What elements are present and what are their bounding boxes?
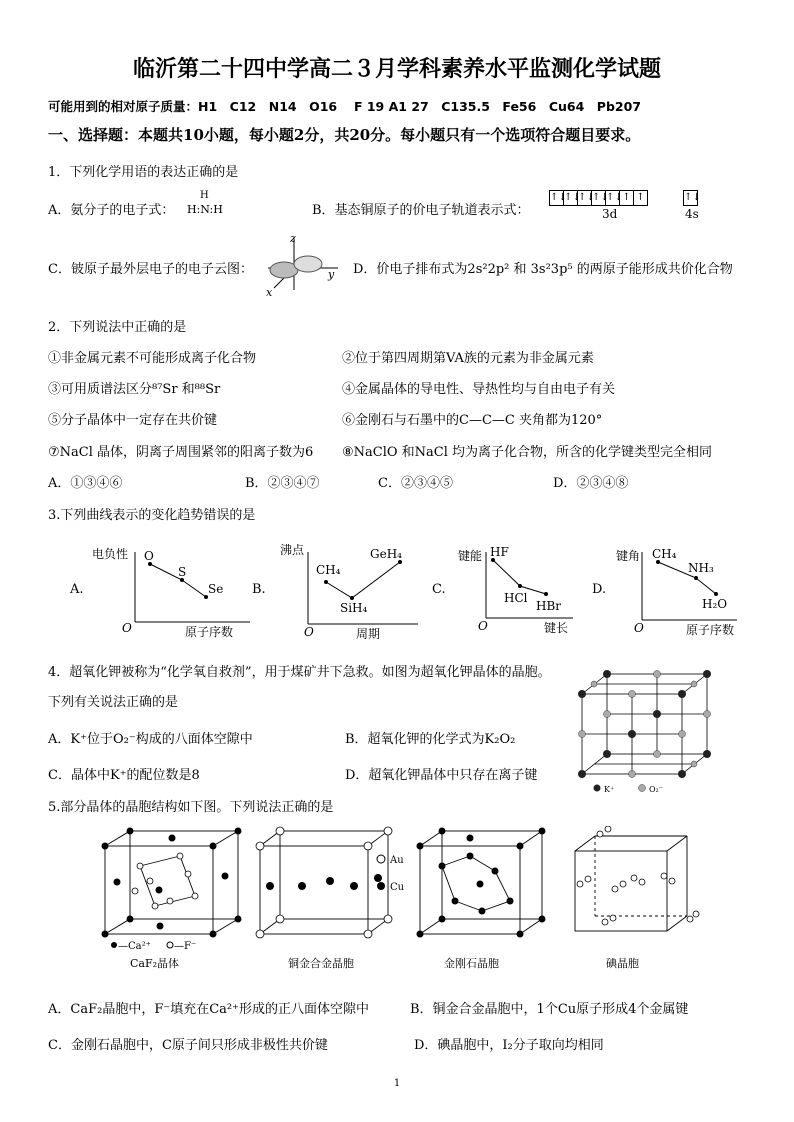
- q4-option-a: A．K⁺位于O₂⁻构成的八面体空隙中: [48, 732, 253, 747]
- q1-option-b: B．基态铜原子的价电子轨道表示式：: [312, 203, 530, 218]
- q1-option-a: A．氨分子的电子式：: [48, 203, 175, 218]
- graph-d-point-2: H₂O: [702, 597, 728, 611]
- q2-stem: 2．下列说法中正确的是: [48, 320, 187, 335]
- electron-cloud-diagram: [258, 230, 348, 300]
- axis-y-label: y: [328, 268, 335, 281]
- q2-option-d: D．②③④⑧: [553, 476, 629, 491]
- legend-o-label: O₂⁻: [649, 785, 663, 794]
- graph-d-xlabel: 原子序数: [686, 623, 735, 637]
- q1-ammonia-top-h: H: [200, 190, 209, 201]
- legend-cu-label: Cu: [390, 882, 405, 893]
- section-heading: 一、选择题：本题共10小题，每小题2分，共20分。每小题只有一个选项符合题目要求。: [48, 126, 641, 144]
- graph-c-ylabel: 键能: [458, 549, 483, 563]
- axis-z-label: z: [290, 232, 296, 245]
- q2-option-c: C．②③④⑤: [378, 476, 453, 491]
- legend-ca-label: —Ca²⁺: [118, 941, 151, 952]
- q2-statement-8: ⑧NaClO 和NaCl 均为离子化合物，所含的化学键类型完全相同: [342, 445, 713, 460]
- atomic-masses-line: 可能用到的相对原子质量：H1 C12 N14 O16 F 19 A1 27 C135.5 Fe56 Cu64 Pb207: [48, 99, 642, 114]
- iodine-caption: 碘晶胞: [606, 957, 639, 970]
- graph-b-xlabel: 周期: [356, 627, 381, 641]
- graph-b-origin: O: [304, 625, 314, 639]
- q3-graph-d: [612, 540, 752, 638]
- graph-c-point-2: HBr: [536, 599, 562, 613]
- graph-b-point-1: SiH₄: [340, 601, 368, 615]
- legend-f-label: —F⁻: [174, 941, 197, 952]
- q1-ammonia-formula: H:N:H: [187, 203, 223, 216]
- q5-crystal-cells: [90, 826, 750, 976]
- graph-b-point-0: CH₄: [316, 563, 341, 577]
- q4-stem-line1: 4．超氧化钾被称为“化学氧自救剂”，用于煤矿井下急救。如图为超氧化钾晶体的晶胞。: [48, 665, 551, 680]
- q2-statement-2: ②位于第四周期第VA族的元素为非金属元素: [342, 351, 594, 366]
- q4-option-b: B．超氧化钾的化学式为K₂O₂: [345, 732, 516, 747]
- graph-d-point-0: CH₄: [652, 547, 677, 561]
- legend-au-label: Au: [390, 855, 404, 866]
- q2-statement-6: ⑥金刚石与石墨中的C—C—C 夹角都为120°: [342, 413, 603, 428]
- graph-a-point-1: S: [178, 565, 187, 579]
- q4-option-c: C．晶体中K⁺的配位数是8: [48, 768, 200, 783]
- graph-c-origin: O: [478, 619, 488, 633]
- q3-graph-a: [90, 540, 260, 640]
- graph-c-point-1: HCl: [504, 591, 528, 605]
- caf2-cell: [105, 831, 238, 934]
- q1-stem: 1．下列化学用语的表达正确的是: [48, 165, 239, 180]
- q3-graph-b: [268, 540, 438, 642]
- orbital-4s-label: 4s: [685, 207, 699, 221]
- axis-x-label: x: [266, 286, 273, 299]
- legend-k-label: K⁺: [604, 785, 615, 794]
- q4-option-d: D．超氧化钾晶体中只存在离子键: [345, 768, 538, 783]
- q2-statement-1: ①非金属元素不可能形成离子化合物: [48, 351, 257, 366]
- q5-option-a: A．CaF₂晶胞中，F⁻填充在Ca²⁺形成的正八面体空隙中: [48, 1002, 369, 1017]
- graph-a-point-0: O: [144, 549, 154, 563]
- graph-d-point-1: NH₃: [688, 561, 714, 575]
- graph-b-ylabel: 沸点: [280, 543, 305, 557]
- cuau-caption: 铜金合金晶胞: [288, 957, 354, 970]
- q5-stem: 5.部分晶体的晶胞结构如下图。下列说法正确的是: [48, 800, 334, 815]
- q1-option-d: D．价电子排布式为2s²2p² 和 3s²3p⁵ 的两原子能形成共价化合物: [353, 262, 733, 277]
- graph-c-point-0: HF: [490, 545, 509, 559]
- orbital-diagram: ↑↓ ↑↓ ↑↓ ↑↓ ↑↓ ↑ ↑ ↑↓: [549, 190, 711, 210]
- q2-statement-5: ⑤分子晶体中一定存在共价键: [48, 413, 218, 428]
- q2-statement-4: ④金属晶体的导电性、导热性均与自由电子有关: [342, 382, 616, 397]
- q1-option-c: C．铍原子最外层电子的电子云图：: [48, 262, 253, 277]
- graph-d-origin: O: [634, 621, 644, 635]
- graph-a-ylabel: 电负性: [92, 547, 129, 561]
- diamond-caption: 金刚石晶胞: [444, 957, 499, 970]
- graph-a-origin: O: [122, 621, 132, 635]
- q3-graph-c: [448, 540, 588, 638]
- q5-option-d: D．碘晶胞中，I₂分子取向均相同: [414, 1038, 604, 1053]
- graph-b-point-2: GeH₄: [370, 547, 402, 561]
- orbital-3d-label: 3d: [602, 207, 618, 221]
- graph-a-point-2: Se: [208, 582, 224, 596]
- q3-stem: 3.下列曲线表示的变化趋势错误的是: [48, 508, 256, 523]
- q2-statement-3: ③可用质谱法区分⁸⁷Sr 和⁸⁸Sr: [48, 382, 221, 397]
- potassium-superoxide-cell: [572, 664, 722, 800]
- q3-graph-a-label: A.: [70, 582, 84, 597]
- q3-graph-d-label: D.: [592, 582, 607, 597]
- q4-stem-line2: 下列有关说法正确的是: [48, 695, 179, 710]
- caf2-caption: CaF₂晶体: [130, 957, 180, 970]
- q5-option-b: B．铜金合金晶胞中，1个Cu原子形成4个金属键: [410, 1002, 689, 1017]
- page-title: 临沂第二十四中学高二３月学科素养水平监测化学试题: [132, 56, 661, 82]
- q2-option-b: B．②③④⑦: [245, 476, 320, 491]
- q2-option-a: A．①③④⑥: [48, 476, 123, 491]
- q5-option-c: C．金刚石晶胞中，C原子间只形成非极性共价键: [48, 1038, 328, 1053]
- graph-d-ylabel: 键角: [616, 549, 641, 563]
- q3-graph-b-label: B.: [252, 582, 266, 597]
- page-number: 1: [393, 1078, 401, 1089]
- q3-graph-c-label: C.: [432, 582, 446, 597]
- q2-statement-7: ⑦NaCl 晶体，阴离子周围紧邻的阳离子数为6: [48, 445, 314, 460]
- graph-c-xlabel: 键长: [544, 621, 569, 635]
- graph-a-xlabel: 原子序数: [185, 625, 234, 639]
